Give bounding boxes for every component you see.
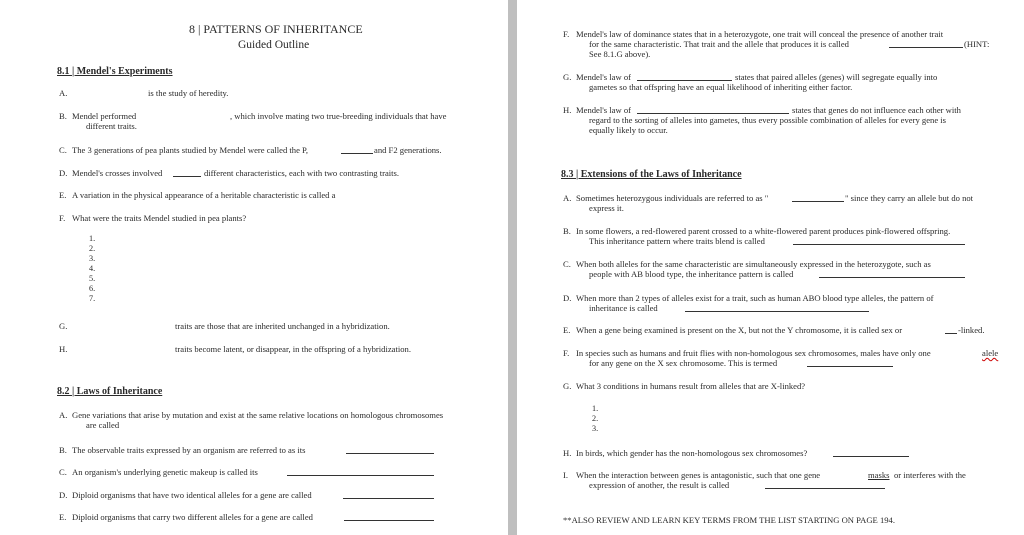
section-heading-8-1: 8.1 | Mendel's Experiments bbox=[57, 66, 173, 77]
worksheet-page-right bbox=[517, 0, 1024, 535]
list-number: 7. bbox=[89, 294, 96, 303]
item-label: G. bbox=[59, 321, 68, 331]
item-label: F. bbox=[563, 29, 570, 39]
item-text: traits become latent, or disappear, in the offspring of a hybridization. bbox=[175, 344, 411, 354]
answer-blank[interactable] bbox=[685, 303, 869, 312]
list-number: 1. bbox=[592, 404, 599, 413]
answer-blank[interactable] bbox=[341, 145, 373, 154]
item-label: E. bbox=[59, 190, 67, 200]
item-text: The observable traits expressed by an organism are referred to as its bbox=[72, 445, 306, 455]
item-text: and F2 generations. bbox=[374, 145, 442, 155]
item-text: traits are those that are inherited unchanged in a hybridization. bbox=[175, 321, 390, 331]
item-text: When more than 2 types of alleles exist for a trait, such as human ABO blood type alleles, the pattern of bbox=[576, 293, 934, 303]
item-label: E. bbox=[563, 325, 571, 335]
list-number: 3. bbox=[592, 424, 599, 433]
item-label: C. bbox=[59, 467, 67, 477]
answer-blank[interactable] bbox=[343, 490, 434, 499]
item-label: C. bbox=[563, 259, 571, 269]
item-text: is the study of heredity. bbox=[148, 88, 229, 98]
item-label: I. bbox=[563, 470, 569, 480]
item-text: Mendel's law of bbox=[576, 105, 632, 115]
answer-blank[interactable] bbox=[765, 480, 885, 489]
item-label: H. bbox=[59, 344, 68, 354]
item-text: When a gene being examined is present on the X, but not the Y chromosome, it is called sex or bbox=[576, 325, 903, 335]
item-text: states that paired alleles (genes) will segregate equally into bbox=[735, 72, 938, 82]
answer-blank[interactable] bbox=[637, 72, 732, 81]
item-label: A. bbox=[563, 193, 572, 203]
answer-blank[interactable] bbox=[889, 39, 963, 48]
list-number: 2. bbox=[89, 244, 96, 253]
item-label: F. bbox=[563, 348, 570, 358]
item-text: equally likely to occur. bbox=[589, 125, 668, 135]
item-label: D. bbox=[563, 293, 572, 303]
list-number: 4. bbox=[89, 264, 96, 273]
item-text: Diploid organisms that have two identical alleles for a gene are called bbox=[72, 490, 312, 500]
list-number: 5. bbox=[89, 274, 96, 283]
item-text: express it. bbox=[589, 203, 624, 213]
item-text: expression of another, the result is called bbox=[589, 480, 730, 490]
answer-blank[interactable] bbox=[945, 325, 957, 334]
item-text: In birds, which gender has the non-homologous sex chromosomes? bbox=[576, 448, 808, 458]
item-label: B. bbox=[563, 226, 571, 236]
item-text: The 3 generations of pea plants studied by Mendel were called the P, bbox=[72, 145, 309, 155]
item-text: regard to the sorting of alleles into gametes, thus every possible combination of alleles for every gene is bbox=[589, 115, 947, 125]
item-text: See 8.1.G above). bbox=[589, 49, 651, 59]
list-number: 3. bbox=[89, 254, 96, 263]
item-text: Mendel's law of dominance states that in a heterozygote, one trait will conceal the presence of another trait bbox=[576, 29, 944, 39]
item-text: A variation in the physical appearance of a heritable characteristic is called a bbox=[72, 190, 336, 200]
answer-blank[interactable] bbox=[833, 448, 909, 457]
item-label: A. bbox=[59, 88, 68, 98]
item-text: When the interaction between genes is antagonistic, such that one gene bbox=[576, 470, 821, 480]
page-subtitle: Guided Outline bbox=[238, 39, 310, 51]
list-number: 1. bbox=[89, 234, 96, 243]
item-text: This inheritance pattern where traits blend is called bbox=[589, 236, 765, 246]
item-text: (HINT: bbox=[964, 39, 990, 49]
spellcheck-word: alele bbox=[982, 348, 999, 358]
section-heading-8-3: 8.3 | Extensions of the Laws of Inheritance bbox=[561, 169, 742, 180]
answer-blank[interactable] bbox=[792, 193, 844, 202]
item-label: C. bbox=[59, 145, 67, 155]
item-text: Sometimes heterozygous individuals are referred to as " bbox=[576, 193, 769, 203]
item-text: Diploid organisms that carry two different alleles for a gene are called bbox=[72, 512, 313, 522]
item-label: H. bbox=[563, 448, 572, 458]
answer-blank[interactable] bbox=[637, 105, 789, 114]
item-label: E. bbox=[59, 512, 67, 522]
item-text: gametes so that offspring have an equal likelihood of inheriting either factor. bbox=[589, 82, 853, 92]
item-label: B. bbox=[59, 111, 67, 121]
item-text: are called bbox=[86, 420, 120, 430]
answer-blank[interactable] bbox=[793, 236, 965, 245]
section-heading-8-2: 8.2 | Laws of Inheritance bbox=[57, 386, 163, 397]
page-title: 8 | PATTERNS OF INHERITANCE bbox=[189, 22, 363, 36]
item-text: When both alleles for the same characteristic are simultaneously expressed in the heterozygote, such as bbox=[576, 259, 931, 269]
item-text: An organism's underlying genetic makeup is called its bbox=[72, 467, 258, 477]
answer-blank[interactable] bbox=[807, 358, 893, 367]
item-text: , which involve mating two true-breeding individuals that have bbox=[230, 111, 447, 121]
item-label: G. bbox=[563, 72, 572, 82]
item-text: In some flowers, a red-flowered parent crossed to a white-flowered parent produces pink-flowered offspring. bbox=[576, 226, 951, 236]
item-text: inheritance is called bbox=[589, 303, 658, 313]
item-text: different characteristics, each with two contrasting traits. bbox=[204, 168, 400, 178]
item-text: What 3 conditions in humans result from alleles that are X-linked? bbox=[576, 381, 806, 391]
footer-note: **ALSO REVIEW AND LEARN KEY TERMS FROM THE LIST STARTING ON PAGE 194. bbox=[563, 515, 895, 525]
item-text: masks bbox=[868, 470, 890, 480]
item-text: " since they carry an allele but do not bbox=[845, 193, 974, 203]
item-text: for any gene on the X sex chromosome. This is termed bbox=[589, 358, 778, 368]
item-text: states that genes do not influence each other with bbox=[792, 105, 961, 115]
item-label: B. bbox=[59, 445, 67, 455]
item-text: Gene variations that arise by mutation and exist at the same relative locations on homologous chromosomes bbox=[72, 410, 444, 420]
item-text: for the same characteristic. That trait and the allele that produces it is called bbox=[589, 39, 849, 49]
answer-blank[interactable] bbox=[173, 168, 201, 177]
item-text: In species such as humans and fruit flies with non-homologous sex chromosomes, males have only one bbox=[576, 348, 931, 358]
list-number: 6. bbox=[89, 284, 96, 293]
item-label: D. bbox=[59, 168, 68, 178]
list-number: 2. bbox=[592, 414, 599, 423]
answer-blank[interactable] bbox=[287, 467, 434, 476]
item-label: A. bbox=[59, 410, 68, 420]
item-text: -linked. bbox=[958, 325, 985, 335]
item-text: Mendel's law of bbox=[576, 72, 632, 82]
item-label: G. bbox=[563, 381, 572, 391]
item-label: F. bbox=[59, 213, 66, 223]
item-label: H. bbox=[563, 105, 572, 115]
answer-blank[interactable] bbox=[819, 269, 965, 278]
worksheet-page-left bbox=[0, 0, 508, 535]
item-text: What were the traits Mendel studied in pea plants? bbox=[72, 213, 247, 223]
item-text: people with AB blood type, the inheritance pattern is called bbox=[589, 269, 794, 279]
item-label: D. bbox=[59, 490, 68, 500]
item-text: Mendel performed bbox=[72, 111, 137, 121]
answer-blank[interactable] bbox=[346, 445, 434, 454]
answer-blank[interactable] bbox=[344, 512, 434, 521]
item-text: Mendel's crosses involved bbox=[72, 168, 163, 178]
item-text: or interferes with the bbox=[894, 470, 966, 480]
item-text: different traits. bbox=[86, 121, 137, 131]
